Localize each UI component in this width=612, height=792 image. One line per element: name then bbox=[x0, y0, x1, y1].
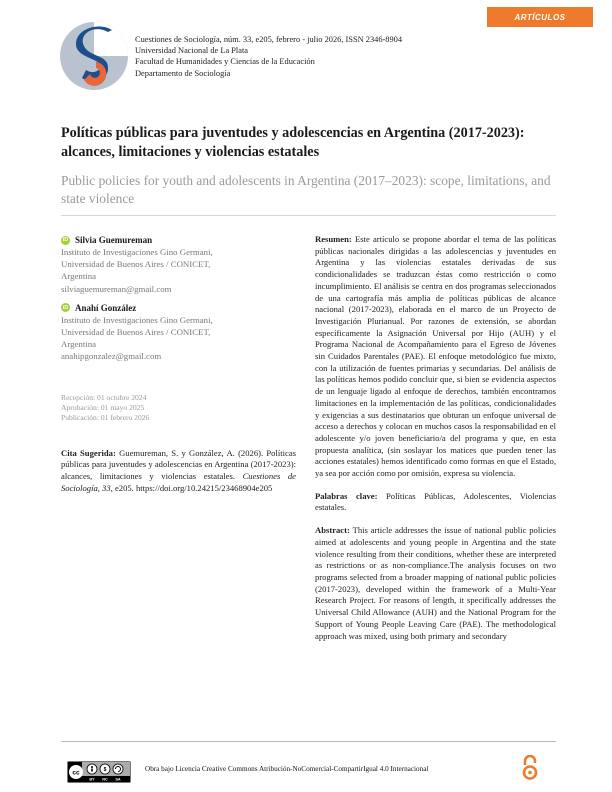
cc-sa-label: SA bbox=[115, 777, 121, 782]
author-name-row bbox=[61, 302, 296, 314]
title-divider bbox=[61, 215, 556, 216]
orcid-icon[interactable]: iD bbox=[62, 237, 69, 243]
journal-citation-line: Cuestiones de Sociología, núm. 33, e205, febrero - julio 2026, ISSN 2346-8904 bbox=[135, 35, 403, 44]
journal-info bbox=[135, 34, 402, 79]
open-access-icon bbox=[522, 755, 538, 781]
received-date: Recepción: 01 octubre 2024 bbox=[61, 392, 147, 402]
department-name: Departamento de Sociología bbox=[135, 68, 231, 78]
article-dates bbox=[61, 393, 296, 424]
affiliation-line: Universidad de Buenos Aires / CONICET, bbox=[61, 259, 211, 270]
resumen-label: Resumen: bbox=[315, 234, 352, 244]
affiliation-line: Instituto de Investigaciones Gino Germani, bbox=[61, 247, 213, 257]
keywords-label: Palabras clave: bbox=[315, 490, 378, 501]
section-badge: ARTÍCULOS bbox=[487, 7, 593, 27]
affiliation-line: Instituto de Investigaciones Gino Germani, bbox=[61, 314, 213, 325]
abstract-paragraph bbox=[315, 525, 556, 642]
author-affiliation bbox=[61, 246, 296, 295]
author-email[interactable]: anahipgonzalez@gmail.com bbox=[61, 351, 162, 362]
page-footer bbox=[61, 755, 556, 785]
cc-nc-label: NC bbox=[102, 777, 108, 782]
cc-license-icon bbox=[68, 762, 130, 782]
affiliation-line: Universidad de Buenos Aires / CONICET, bbox=[61, 327, 211, 338]
abstract-column bbox=[315, 234, 556, 653]
suggested-citation bbox=[61, 448, 296, 494]
article-subtitle: Public policies for youth and adolescents in Argentina (2017–2023): scope, limitations, and state violence bbox=[61, 173, 551, 206]
author-name: Anahí González bbox=[75, 302, 137, 313]
author-column bbox=[61, 234, 296, 494]
svg-text:$: $ bbox=[103, 767, 107, 773]
resumen-text: Este artículo se propone abordar el tema de las políticas públicas nacionales dirigidas a las adolescencias y juventudes en Argentina y las violencias estatales derivadas de sus condicionalidades se traduzcan éstas como restricción o como incumplimiento. El análisis se centra en dos programas seleccionados de una cartografía más amplia de políticas públicas de alcance nacional (2017-2023), elaborada en el marco de un Proyecto de Investigación Plurianual. Por razones de extensión, se abordan específicamente la Asignación Universal por Hijo (AUH) y el Programa Nacional de Acompañamiento para el Egreso de Jóvenes sin Cuidados Parentales (PAE). El enfoque metodológico fue mixto, con la utilización de fuentes primarias y secundarias. Del análisis de las políticas hemos podido concluir que, si bien se evidencia aspectos de un lenguaje ligado al enfoque de derechos, también encontramos limitaciones en la implementación de las políticas, condicionalidades y exigencias a sus destinatarios que obturan un enfoque universal de acceso a derechos y colocan en muchos casos la responsabilidad en el adolescente y/o joven beneficiario/a del programa y que, en esta propuesta analítica, (sin soslayar los matices que pueden tener las acciones estatales) hemos identificado como formas en que el Estado, ya sea por acción como por omisión, expresa su violencia. bbox=[315, 234, 556, 479]
article-title: Políticas públicas para juventudes y adolescencias en Argentina (2017-2023): alcances, limitaciones y violencias estatales bbox=[61, 125, 525, 160]
footer-divider bbox=[61, 741, 556, 742]
abstract-text: This article addresses the issue of national public policies aimed at adolescents and young people in Argentina and the state violence resulting from their conditions, whether these are interpreted as restrictions or as non-compliance.The analysis focuses on two programs selected from a broader mapping of national public policies (2017-2023), developed within the framework of a Multi-Year Research Project. For reasons of length, it specifically addresses the Universal Child Allowance (AUH) and the National Program for the Support of Young People Leaving Care (PAE). The methodological approach was mixed, using both primary and secondary bbox=[315, 525, 556, 641]
citation-journal: Cuestiones de Sociología, 33, bbox=[61, 471, 296, 493]
author-block bbox=[61, 234, 296, 295]
orcid-icon[interactable]: iD bbox=[62, 304, 69, 311]
cc-license-badge[interactable] bbox=[67, 761, 131, 783]
cc-by-label: BY bbox=[89, 777, 95, 782]
keywords-text: Políticas Públicas, Adolescentes, Violencias estatales. bbox=[315, 490, 556, 513]
affiliation-country: Argentina bbox=[61, 339, 97, 350]
author-affiliation bbox=[61, 314, 296, 363]
author-block bbox=[61, 302, 296, 363]
approved-date: Aprobación: 01 mayo 2025 bbox=[61, 403, 145, 413]
author-email[interactable]: silviaguemureman@gmail.com bbox=[61, 283, 172, 294]
abstract-label: Abstract: bbox=[315, 525, 350, 536]
keywords-paragraph bbox=[315, 491, 556, 514]
citation-text: Guemureman, S. y González, A. (2026). Políticas públicas para juventudes y adolescencias en Argentina (2017-2023): alcances, limitaciones y violencias estatales. bbox=[61, 447, 296, 482]
citation-doi[interactable]: e205. https://doi.org/10.24215/23468904e205 bbox=[112, 482, 273, 493]
university-name: Universidad Nacional de La Plata bbox=[135, 46, 249, 56]
faculty-name: Facultad de Humanidades y Ciencias de la Educación bbox=[135, 57, 315, 67]
license-text[interactable]: Obra bajo Licencia Creative Commons Atribución-NoComercial-CompartirIgual 4.0 Internacional bbox=[145, 765, 429, 773]
affiliation-country: Argentina bbox=[61, 271, 97, 282]
svg-text:cc: cc bbox=[72, 769, 80, 777]
author-name: Silvia Guemureman bbox=[75, 235, 153, 245]
journal-logo bbox=[56, 18, 132, 94]
published-date: Publicación: 01 febrero 2026 bbox=[61, 413, 150, 423]
citation-label: Cita Sugerida: bbox=[61, 447, 116, 458]
author-name-row bbox=[61, 234, 296, 246]
resumen-paragraph bbox=[315, 234, 556, 480]
